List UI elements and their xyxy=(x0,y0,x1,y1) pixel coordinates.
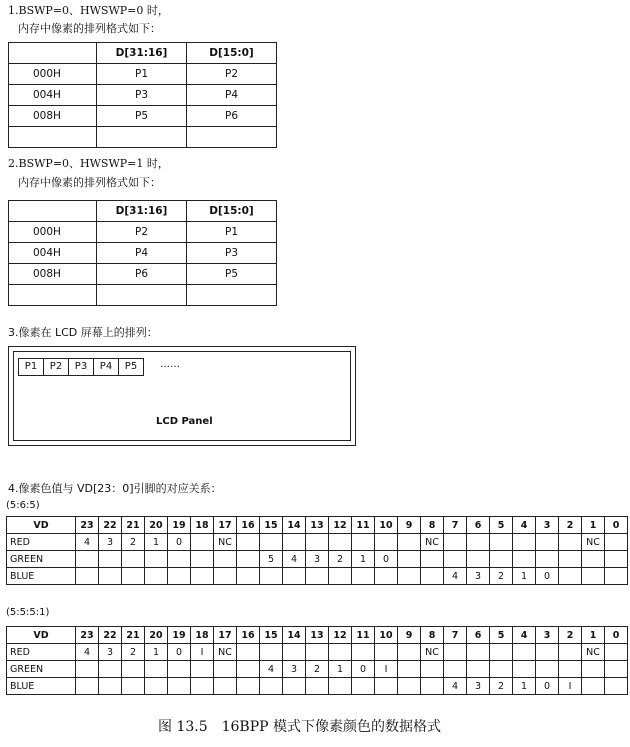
memory-table-1 xyxy=(8,42,277,148)
bit-header-cell: 15 xyxy=(260,517,283,534)
bit-cell xyxy=(214,568,237,585)
mapping-section-title: 4.像素色值与 VD[23：0]引脚的对应关系： xyxy=(8,482,222,495)
bit-cell xyxy=(398,534,421,551)
pixel-cell: P3 xyxy=(187,243,277,264)
bit-header-cell: 5 xyxy=(490,517,513,534)
bit-cell xyxy=(444,534,467,551)
table-row xyxy=(9,222,277,243)
color-label: RED xyxy=(7,534,76,551)
bit-cell xyxy=(421,678,444,695)
bit-cell xyxy=(168,551,191,568)
bit-cell: 1 xyxy=(352,551,375,568)
bit-header-cell: 13 xyxy=(306,627,329,644)
header-cell xyxy=(9,201,97,222)
header-cell: D[15:0] xyxy=(187,201,277,222)
bit-cell xyxy=(237,644,260,661)
pixel-cell: P4 xyxy=(187,85,277,106)
bit-cell xyxy=(122,678,145,695)
bit-cell xyxy=(99,661,122,678)
pixel-cell: P5 xyxy=(187,264,277,285)
bit-cell xyxy=(99,678,122,695)
bit-cell xyxy=(398,678,421,695)
bit-cell: 3 xyxy=(467,568,490,585)
table-row xyxy=(9,106,277,127)
bit-cell xyxy=(375,678,398,695)
bit-cell: 3 xyxy=(99,534,122,551)
bit-header-cell: 12 xyxy=(329,627,352,644)
table-row xyxy=(9,285,277,306)
bit-header-cell: 19 xyxy=(168,517,191,534)
bit-header-cell: 9 xyxy=(398,517,421,534)
bit-cell: I xyxy=(375,661,398,678)
bit-cell xyxy=(214,551,237,568)
section-1-subtitle: 内存中像素的排列格式如下： xyxy=(18,22,161,35)
bit-cell xyxy=(306,644,329,661)
bit-header-cell: 0 xyxy=(605,627,628,644)
bit-cell xyxy=(605,644,628,661)
bit-cell xyxy=(582,568,605,585)
bit-cell: 3 xyxy=(99,644,122,661)
bit-header-cell: 14 xyxy=(283,517,306,534)
bit-header-cell: 11 xyxy=(352,517,375,534)
bit-header-cell: 22 xyxy=(99,627,122,644)
bit-cell: NC xyxy=(582,644,605,661)
bit-cell xyxy=(145,661,168,678)
bit-header-cell: 8 xyxy=(421,627,444,644)
address-cell: 004H xyxy=(9,243,97,264)
pixel-cell: P1 xyxy=(97,64,187,85)
bit-cell xyxy=(283,534,306,551)
vd-mapping-table-5551 xyxy=(6,626,628,695)
bit-cell xyxy=(145,678,168,695)
bit-cell xyxy=(398,644,421,661)
bit-cell xyxy=(283,678,306,695)
bit-cell xyxy=(582,661,605,678)
bit-cell xyxy=(375,644,398,661)
lcd-panel-label: LCD Panel xyxy=(156,416,213,427)
bit-cell xyxy=(352,534,375,551)
bit-cell xyxy=(513,551,536,568)
bit-cell xyxy=(191,551,214,568)
bit-cell: I xyxy=(191,644,214,661)
bit-cell: 5 xyxy=(260,551,283,568)
bit-header-cell: 17 xyxy=(214,517,237,534)
bit-cell xyxy=(329,534,352,551)
bit-cell: NC xyxy=(214,644,237,661)
bit-header-cell: 18 xyxy=(191,517,214,534)
bit-cell xyxy=(421,551,444,568)
pixel-cell: P2 xyxy=(187,64,277,85)
pixel-cell: P4 xyxy=(97,243,187,264)
bit-cell: 2 xyxy=(490,568,513,585)
pixel-cell: P6 xyxy=(187,106,277,127)
bit-header-cell: 19 xyxy=(168,627,191,644)
color-row-red xyxy=(7,534,628,551)
bit-cell: 4 xyxy=(76,534,99,551)
bit-cell: 4 xyxy=(76,644,99,661)
bit-cell: 4 xyxy=(444,568,467,585)
bit-cell: 1 xyxy=(513,568,536,585)
lcd-pixel: P2 xyxy=(43,358,69,376)
bit-cell xyxy=(398,568,421,585)
bit-cell xyxy=(559,661,582,678)
bit-cell xyxy=(605,568,628,585)
bit-cell: 4 xyxy=(444,678,467,695)
bit-header-cell: 5 xyxy=(490,627,513,644)
color-row-green xyxy=(7,551,628,568)
table-row xyxy=(9,243,277,264)
bit-cell xyxy=(490,534,513,551)
bit-header-cell: 10 xyxy=(375,517,398,534)
bit-cell xyxy=(375,534,398,551)
pixel-cell: P5 xyxy=(97,106,187,127)
bit-header-cell: 4 xyxy=(513,627,536,644)
table-row xyxy=(9,85,277,106)
bit-cell xyxy=(191,568,214,585)
bit-cell xyxy=(536,661,559,678)
table-row xyxy=(9,264,277,285)
bit-header-cell: 9 xyxy=(398,627,421,644)
bit-cell xyxy=(260,534,283,551)
bit-cell xyxy=(76,678,99,695)
bit-header-cell: 12 xyxy=(329,517,352,534)
bit-cell xyxy=(421,568,444,585)
bit-cell xyxy=(490,551,513,568)
bit-cell xyxy=(467,534,490,551)
bit-cell xyxy=(559,551,582,568)
bit-cell xyxy=(260,644,283,661)
bit-header-cell: 4 xyxy=(513,517,536,534)
bit-cell xyxy=(559,644,582,661)
bit-cell xyxy=(329,644,352,661)
bit-cell xyxy=(214,678,237,695)
bit-cell xyxy=(398,661,421,678)
bit-cell: NC xyxy=(582,534,605,551)
bit-cell xyxy=(467,661,490,678)
address-cell xyxy=(9,285,97,306)
bit-header-cell: 20 xyxy=(145,517,168,534)
bit-cell: 1 xyxy=(145,534,168,551)
bit-cell xyxy=(329,568,352,585)
bit-cell xyxy=(398,551,421,568)
bit-header-cell: 6 xyxy=(467,627,490,644)
bit-header-cell: 2 xyxy=(559,627,582,644)
format-label-565: (5:6:5) xyxy=(6,500,40,511)
bit-header-cell: 8 xyxy=(421,517,444,534)
lcd-pixel: P1 xyxy=(18,358,44,376)
pixel-cell xyxy=(187,127,277,148)
bit-cell xyxy=(122,551,145,568)
address-cell: 000H xyxy=(9,222,97,243)
bit-cell: 2 xyxy=(490,678,513,695)
color-row-blue xyxy=(7,568,628,585)
bit-cell xyxy=(214,661,237,678)
bit-cell xyxy=(513,661,536,678)
bit-cell xyxy=(421,661,444,678)
bit-header-cell: 21 xyxy=(122,517,145,534)
color-row-blue xyxy=(7,678,628,695)
address-cell: 000H xyxy=(9,64,97,85)
bit-cell xyxy=(76,661,99,678)
bit-cell xyxy=(237,551,260,568)
bit-cell xyxy=(536,551,559,568)
pixel-cell: P1 xyxy=(187,222,277,243)
bit-cell xyxy=(145,568,168,585)
bit-cell xyxy=(536,644,559,661)
pixel-cell xyxy=(97,285,187,306)
bit-cell xyxy=(375,568,398,585)
bit-cell xyxy=(352,678,375,695)
bit-cell xyxy=(237,678,260,695)
header-cell: D[31:16] xyxy=(97,43,187,64)
bit-cell xyxy=(283,568,306,585)
bit-cell xyxy=(444,644,467,661)
section-1-title: 1.BSWP=0、HWSWP=0 时， xyxy=(8,4,169,17)
bit-cell xyxy=(605,551,628,568)
bit-cell xyxy=(283,644,306,661)
bit-cell xyxy=(605,534,628,551)
table-header-row xyxy=(9,201,277,222)
bit-header-cell: 17 xyxy=(214,627,237,644)
bit-cell xyxy=(582,678,605,695)
bit-header-cell: 14 xyxy=(283,627,306,644)
bit-cell: 0 xyxy=(168,534,191,551)
bit-header-cell: 6 xyxy=(467,517,490,534)
lcd-section-title: 3.像素在 LCD 屏幕上的排列： xyxy=(8,326,158,339)
pixel-cell: P6 xyxy=(97,264,187,285)
bit-cell xyxy=(191,661,214,678)
bit-header-cell: 18 xyxy=(191,627,214,644)
bit-cell xyxy=(99,551,122,568)
lcd-panel xyxy=(13,351,351,441)
color-label: BLUE xyxy=(7,568,76,585)
address-cell: 008H xyxy=(9,264,97,285)
bit-header-cell: 20 xyxy=(145,627,168,644)
color-label: BLUE xyxy=(7,678,76,695)
bit-cell: 0 xyxy=(168,644,191,661)
bit-cell xyxy=(145,551,168,568)
bit-header-cell: 16 xyxy=(237,627,260,644)
bit-header-cell: 3 xyxy=(536,627,559,644)
bit-cell xyxy=(191,678,214,695)
format-label-5551: (5:5:5:1) xyxy=(6,607,50,618)
bit-cell xyxy=(191,534,214,551)
bit-cell xyxy=(513,534,536,551)
bit-cell xyxy=(260,678,283,695)
bit-cell xyxy=(122,661,145,678)
bit-cell xyxy=(467,644,490,661)
color-label: GREEN xyxy=(7,551,76,568)
bit-header-cell: 16 xyxy=(237,517,260,534)
color-label: GREEN xyxy=(7,661,76,678)
bit-cell xyxy=(444,661,467,678)
bit-cell xyxy=(260,568,283,585)
bit-header-cell: 1 xyxy=(582,517,605,534)
bit-cell xyxy=(490,644,513,661)
header-cell xyxy=(9,43,97,64)
bit-cell xyxy=(99,568,122,585)
pixel-cell: P3 xyxy=(97,85,187,106)
header-cell: D[15:0] xyxy=(187,43,277,64)
bit-cell xyxy=(306,534,329,551)
bit-cell xyxy=(352,568,375,585)
vd-mapping-table-565 xyxy=(6,516,628,585)
memory-table-2 xyxy=(8,200,277,306)
bit-header-cell: 2 xyxy=(559,517,582,534)
bit-cell: 1 xyxy=(513,678,536,695)
vd-label: VD xyxy=(7,517,76,534)
table-header-row xyxy=(9,43,277,64)
bit-cell: 0 xyxy=(536,568,559,585)
address-cell: 004H xyxy=(9,85,97,106)
bit-cell xyxy=(605,678,628,695)
bit-cell xyxy=(76,551,99,568)
bit-header-cell: 11 xyxy=(352,627,375,644)
vd-label: VD xyxy=(7,627,76,644)
bit-cell: NC xyxy=(214,534,237,551)
bit-header-cell: 1 xyxy=(582,627,605,644)
bit-cell: NC xyxy=(421,644,444,661)
bit-cell: 3 xyxy=(306,551,329,568)
bit-cell xyxy=(536,534,559,551)
lcd-pixel: P4 xyxy=(93,358,119,376)
bit-cell xyxy=(237,661,260,678)
header-cell: D[31:16] xyxy=(97,201,187,222)
bit-cell: 0 xyxy=(536,678,559,695)
bit-cell xyxy=(444,551,467,568)
bit-header-cell: 13 xyxy=(306,517,329,534)
bit-cell: 3 xyxy=(283,661,306,678)
table-row xyxy=(9,64,277,85)
lcd-panel-frame xyxy=(8,346,356,446)
bit-cell: 0 xyxy=(352,661,375,678)
figure-caption: 图 13.5 16BPP 模式下像素颜色的数据格式 xyxy=(158,719,442,735)
pixel-cell xyxy=(97,127,187,148)
pixel-cell xyxy=(187,285,277,306)
bit-cell: I xyxy=(559,678,582,695)
section-2-subtitle: 内存中像素的排列格式如下： xyxy=(18,176,161,189)
bit-cell xyxy=(76,568,99,585)
bit-header-cell: 21 xyxy=(122,627,145,644)
bit-cell: 2 xyxy=(122,534,145,551)
bit-header-cell: 23 xyxy=(76,627,99,644)
bit-cell: 1 xyxy=(329,661,352,678)
bit-header-cell: 0 xyxy=(605,517,628,534)
bit-cell xyxy=(559,534,582,551)
bit-cell: 2 xyxy=(306,661,329,678)
bit-cell: 4 xyxy=(283,551,306,568)
bit-cell: 1 xyxy=(145,644,168,661)
bit-cell xyxy=(352,644,375,661)
bit-cell xyxy=(559,568,582,585)
color-row-green xyxy=(7,661,628,678)
lcd-pixel: P3 xyxy=(68,358,94,376)
lcd-ellipsis: …… xyxy=(160,359,180,370)
bit-cell xyxy=(168,661,191,678)
lcd-pixel: P5 xyxy=(118,358,144,376)
pixel-cell: P2 xyxy=(97,222,187,243)
bit-cell xyxy=(329,678,352,695)
address-cell xyxy=(9,127,97,148)
bit-header-cell: 15 xyxy=(260,627,283,644)
bit-header-row xyxy=(7,627,628,644)
bit-cell xyxy=(490,661,513,678)
bit-header-cell: 23 xyxy=(76,517,99,534)
bit-header-row xyxy=(7,517,628,534)
color-label: RED xyxy=(7,644,76,661)
bit-cell xyxy=(605,661,628,678)
bit-header-cell: 3 xyxy=(536,517,559,534)
bit-cell xyxy=(513,644,536,661)
bit-cell xyxy=(237,568,260,585)
bit-cell xyxy=(582,551,605,568)
bit-cell xyxy=(306,678,329,695)
table-row xyxy=(9,127,277,148)
bit-cell: 0 xyxy=(375,551,398,568)
bit-header-cell: 10 xyxy=(375,627,398,644)
bit-header-cell: 22 xyxy=(99,517,122,534)
bit-cell: NC xyxy=(421,534,444,551)
section-2-title: 2.BSWP=0、HWSWP=1 时， xyxy=(8,157,169,170)
color-row-red xyxy=(7,644,628,661)
bit-cell xyxy=(168,678,191,695)
bit-header-cell: 7 xyxy=(444,517,467,534)
bit-cell: 3 xyxy=(467,678,490,695)
bit-cell: 2 xyxy=(122,644,145,661)
bit-cell: 4 xyxy=(260,661,283,678)
bit-cell xyxy=(122,568,145,585)
bit-cell xyxy=(306,568,329,585)
bit-cell xyxy=(467,551,490,568)
bit-cell xyxy=(168,568,191,585)
address-cell: 008H xyxy=(9,106,97,127)
bit-cell: 2 xyxy=(329,551,352,568)
bit-header-cell: 7 xyxy=(444,627,467,644)
bit-cell xyxy=(237,534,260,551)
